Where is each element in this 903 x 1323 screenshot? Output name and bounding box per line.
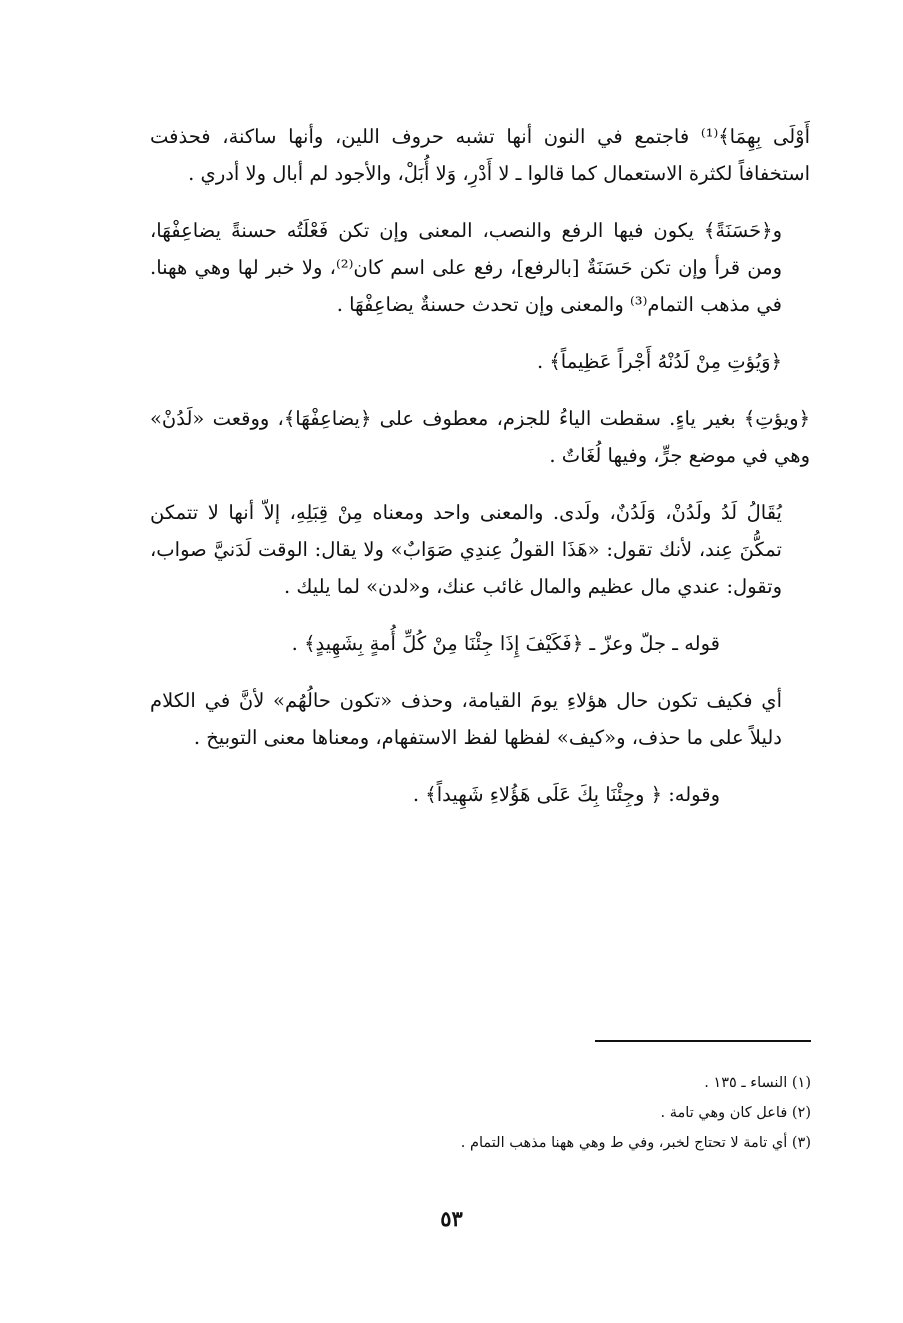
paragraph-2: و﴿حَسَنَةً﴾ يكون فيها الرفع والنصب، المعنى وإن تكن فَعْلَتُه حسنةً يضاعِفْهَا، ومن قرأ وإن تكن حَسَنَةٌ [بالرفع]، رفع على اسم كان⁽²⁾، ولا خبر لها وهي ههنا. في مذهب التمام⁽³⁾ والمعنى وإن تحدث حسنةٌ يضاعِفْهَا . — [150, 219, 782, 316]
paragraph-1: أَوْلَى بِهِمَا﴾⁽¹⁾ فاجتمع في النون أنها تشبه حروف اللين، وأنها ساكنة، فحذفت استخفافاً لكثرة الاستعمال كما قالوا ـ لا أَدْرِ، وَلا أُبَلْ، والأجود لم أبال ولا أدري . — [150, 125, 810, 185]
page-number: ٥٣ — [440, 1206, 463, 1231]
paragraph-3-verse: ﴿وَيُؤتِ مِنْ لَدُنْهُ أَجْراً عَظِيماً﴾ . — [536, 350, 782, 373]
paragraph-5: يُقَالُ لَدُ ولَدُنْ، وَلَدُنٌ، ولَدى. والمعنى واحد ومعناه مِنْ قِبَلِهِ، إلاّ أنها لا تتمكن تمكُّنَ عِند، لأنك تقول: «هَذَا القولُ عِندِي صَوَابٌ» ولا يقال: الوقت لَدَنيَّ صواب، وتقول: عندي مال عظيم والمال غائب عنك، و«لدن» لما يليك . — [150, 501, 782, 598]
footnote-2: (٢) فاعل كان وهي تامة . — [660, 1105, 811, 1121]
footnote-3: (٣) أي تامة لا تحتاج لخبر، وفي ط وهي ههنا مذهب التمام . — [460, 1135, 811, 1151]
paragraph-7: أي فكيف تكون حال هؤلاءِ يومَ القيامة، وحذف «تكون حالُهُم» لأنَّ في الكلام دليلاً على ما حذف، و«كيف» لفظها لفظ الاستفهام، ومعناها معنى التوبيخ . — [150, 689, 782, 749]
main-text — [150, 118, 810, 833]
paragraph-6-verse: قوله ـ جلّ وعزّ ـ ﴿فَكَيْفَ إِذَا جِئْنَا مِنْ كُلِّ أُمةٍ بِشَهِيدٍ﴾ . — [291, 632, 720, 655]
paragraph-8-verse: وقوله: ﴿ وجِئْنَا بِكَ عَلَى هَؤُلاءِ شَهِيداً﴾ . — [412, 783, 720, 806]
footnote-divider — [595, 1040, 811, 1042]
footnotes — [251, 1068, 811, 1158]
footnote-1: (١) النساء ـ ١٣٥ . — [704, 1075, 811, 1091]
paragraph-4: ﴿ويؤتِ﴾ بغير ياءٍ. سقطت الياءُ للجزم، معطوف على ﴿يضاعِفْهَا﴾، ووقعت «لَدُنْ» وهي في موضع جرٍّ، وفيها لُغَاتٌ . — [150, 407, 810, 467]
